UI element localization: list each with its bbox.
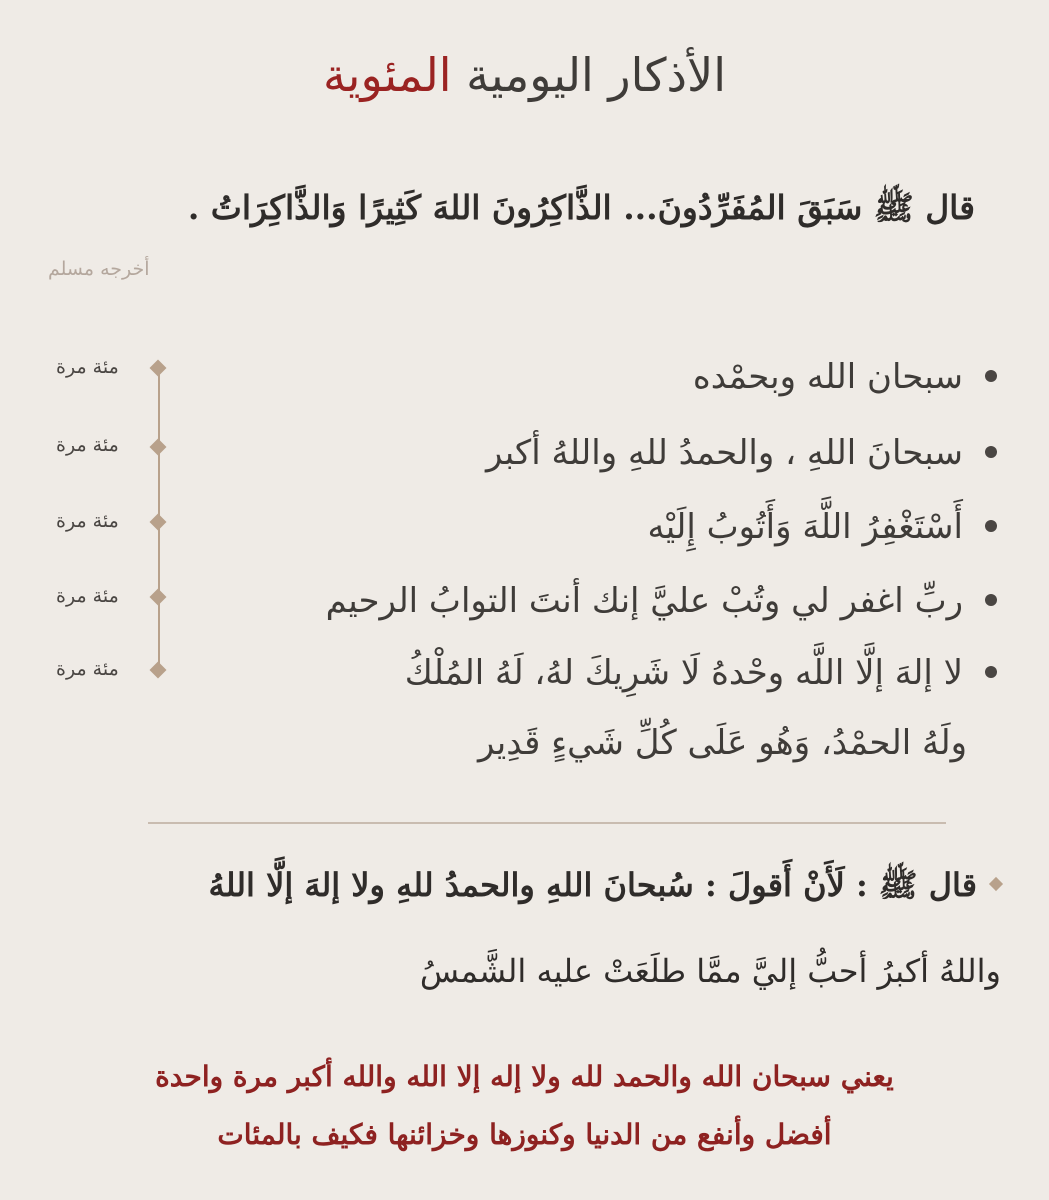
page-title — [0, 40, 1049, 110]
dhikr-text: سبحانَ اللهِ ، والحمدُ للهِ واللهُ أكبر — [485, 433, 963, 473]
bullet-icon — [985, 446, 997, 458]
title-accent: المئوية — [323, 48, 452, 102]
dhikr-text: أَسْتَغْفِرُ اللَّهَ وَأَتُوبُ إِلَيْه — [647, 507, 963, 547]
dhikr-item — [486, 418, 997, 488]
bullet-icon — [985, 520, 997, 532]
second-hadith-line1 — [41, 842, 1001, 928]
note-line2: أفضل وأنفع من الدنيا وكنوزها وخزائنها فكيف بالمئات — [217, 1118, 832, 1151]
dhikr-text: سبحان الله وبحمْده — [692, 357, 963, 397]
timeline-diamond-icon — [150, 589, 167, 606]
section-divider — [148, 822, 946, 824]
repeat-count: مئة مرة — [56, 658, 119, 680]
repeat-count: مئة مرة — [56, 356, 119, 378]
repeat-count: مئة مرة — [56, 585, 119, 607]
timeline-diamond-icon — [150, 439, 167, 456]
second-hadith-line2: واللهُ أكبرُ أحبُّ إليَّ ممَّا طلَعَتْ عليه الشَّمسُ — [419, 952, 1001, 990]
timeline-diamond-icon — [150, 662, 167, 679]
bullet-icon — [985, 370, 997, 382]
second-hadith — [41, 842, 1001, 1014]
dhikr-item — [648, 492, 997, 562]
timeline-diamond-icon — [150, 514, 167, 531]
explanation-note — [0, 1048, 1049, 1164]
bullet-icon — [985, 594, 997, 606]
dhikr-item — [693, 342, 997, 412]
dhikr-item — [405, 638, 997, 778]
bullet-icon — [985, 666, 997, 678]
repeat-count: مئة مرة — [56, 434, 119, 456]
title-main: الأذكار اليومية — [466, 48, 726, 102]
repeat-count: مئة مرة — [56, 510, 119, 532]
note-line1: يعني سبحان الله والحمد لله ولا إله إلا الله والله أكبر مرة واحدة — [155, 1060, 894, 1093]
dhikr-text-continued: ولَهُ الحمْدُ، وَهُو عَلَى كُلِّ شَيءٍ قَدِير — [478, 723, 967, 763]
hadith-source: أخرجه مسلم — [48, 258, 150, 280]
hadith-quote: قال ﷺ سَبَقَ المُفَرِّدُونَ... الذَّاكِرُونَ اللهَ كَثِيرًا وَالذَّاكِرَاتُ . — [187, 188, 975, 227]
dhikr-text: لا إلهَ إلَّا اللَّه وحْدهُ لَا شَرِيكَ لهُ، لَهُ المُلْكُ — [404, 653, 963, 693]
diamond-bullet-icon — [989, 876, 1003, 890]
timeline-diamond-icon — [150, 360, 167, 377]
dhikr-text: ربِّ اغفر لي وتُبْ عليَّ إنك أنتَ التوابُ الرحيم — [325, 581, 963, 621]
second-hadith-text: قال ﷺ : لَأَنْ أَقولَ : سُبحانَ اللهِ والحمدُ للهِ ولا إلهَ إلَّا اللهُ — [208, 866, 977, 904]
dhikr-item — [326, 566, 997, 636]
